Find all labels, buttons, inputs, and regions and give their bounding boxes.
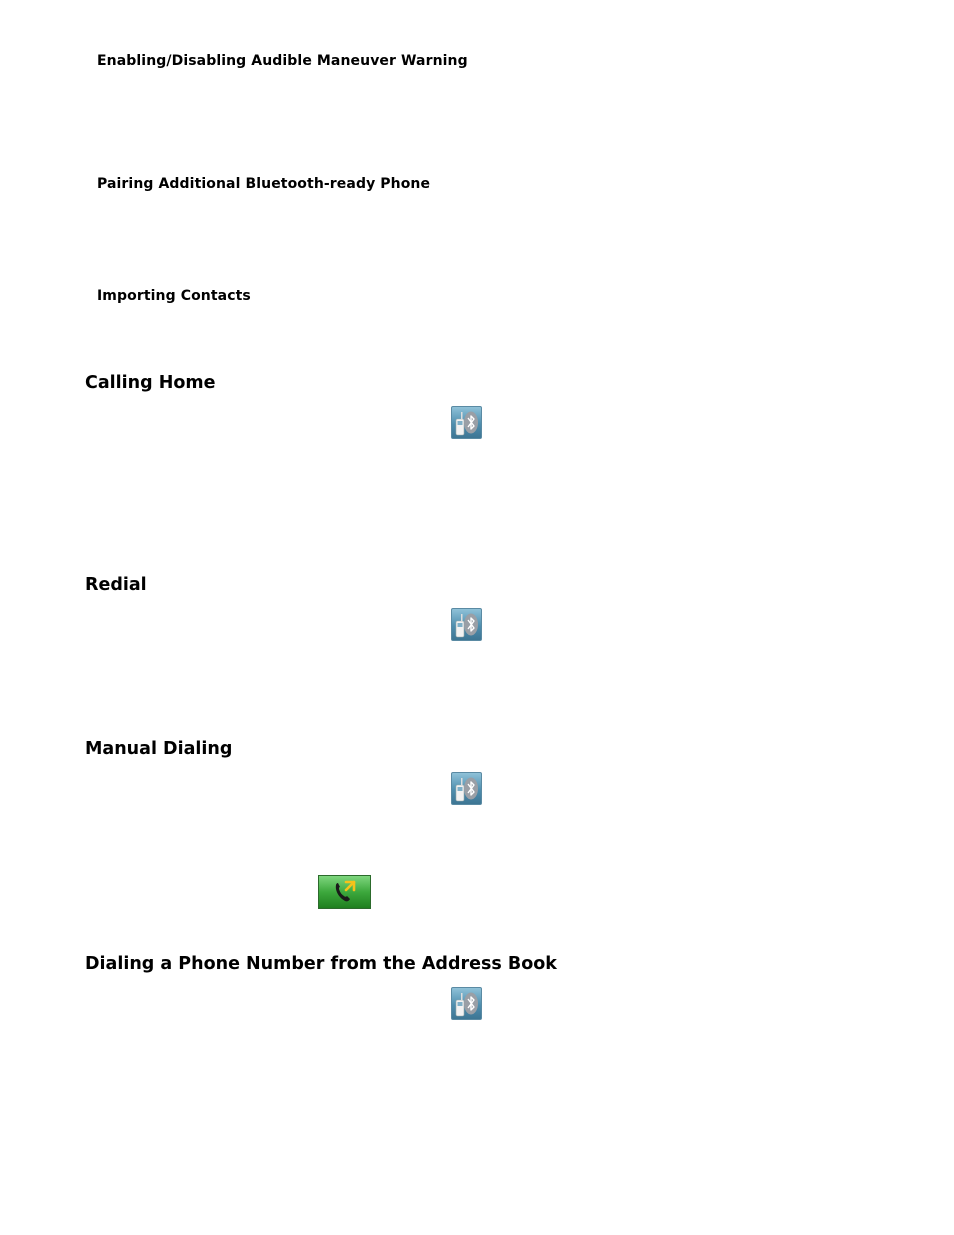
bluetooth-phone-icon (451, 608, 482, 641)
section-title-calling-home: Calling Home (85, 373, 216, 393)
subheading-importing-contacts: Importing Contacts (97, 288, 251, 304)
bluetooth-phone-icon (451, 772, 482, 805)
section-title-address-book-dialing: Dialing a Phone Number from the Address Book (85, 954, 557, 974)
place-call-icon (318, 875, 371, 909)
section-title-manual-dialing: Manual Dialing (85, 739, 233, 759)
subheading-audible-maneuver-warning: Enabling/Disabling Audible Maneuver Warning (97, 53, 468, 69)
subheading-pairing-bluetooth-phone: Pairing Additional Bluetooth-ready Phone (97, 176, 431, 192)
bluetooth-phone-icon (451, 406, 482, 439)
bluetooth-phone-icon (451, 987, 482, 1020)
section-title-redial: Redial (85, 575, 147, 595)
